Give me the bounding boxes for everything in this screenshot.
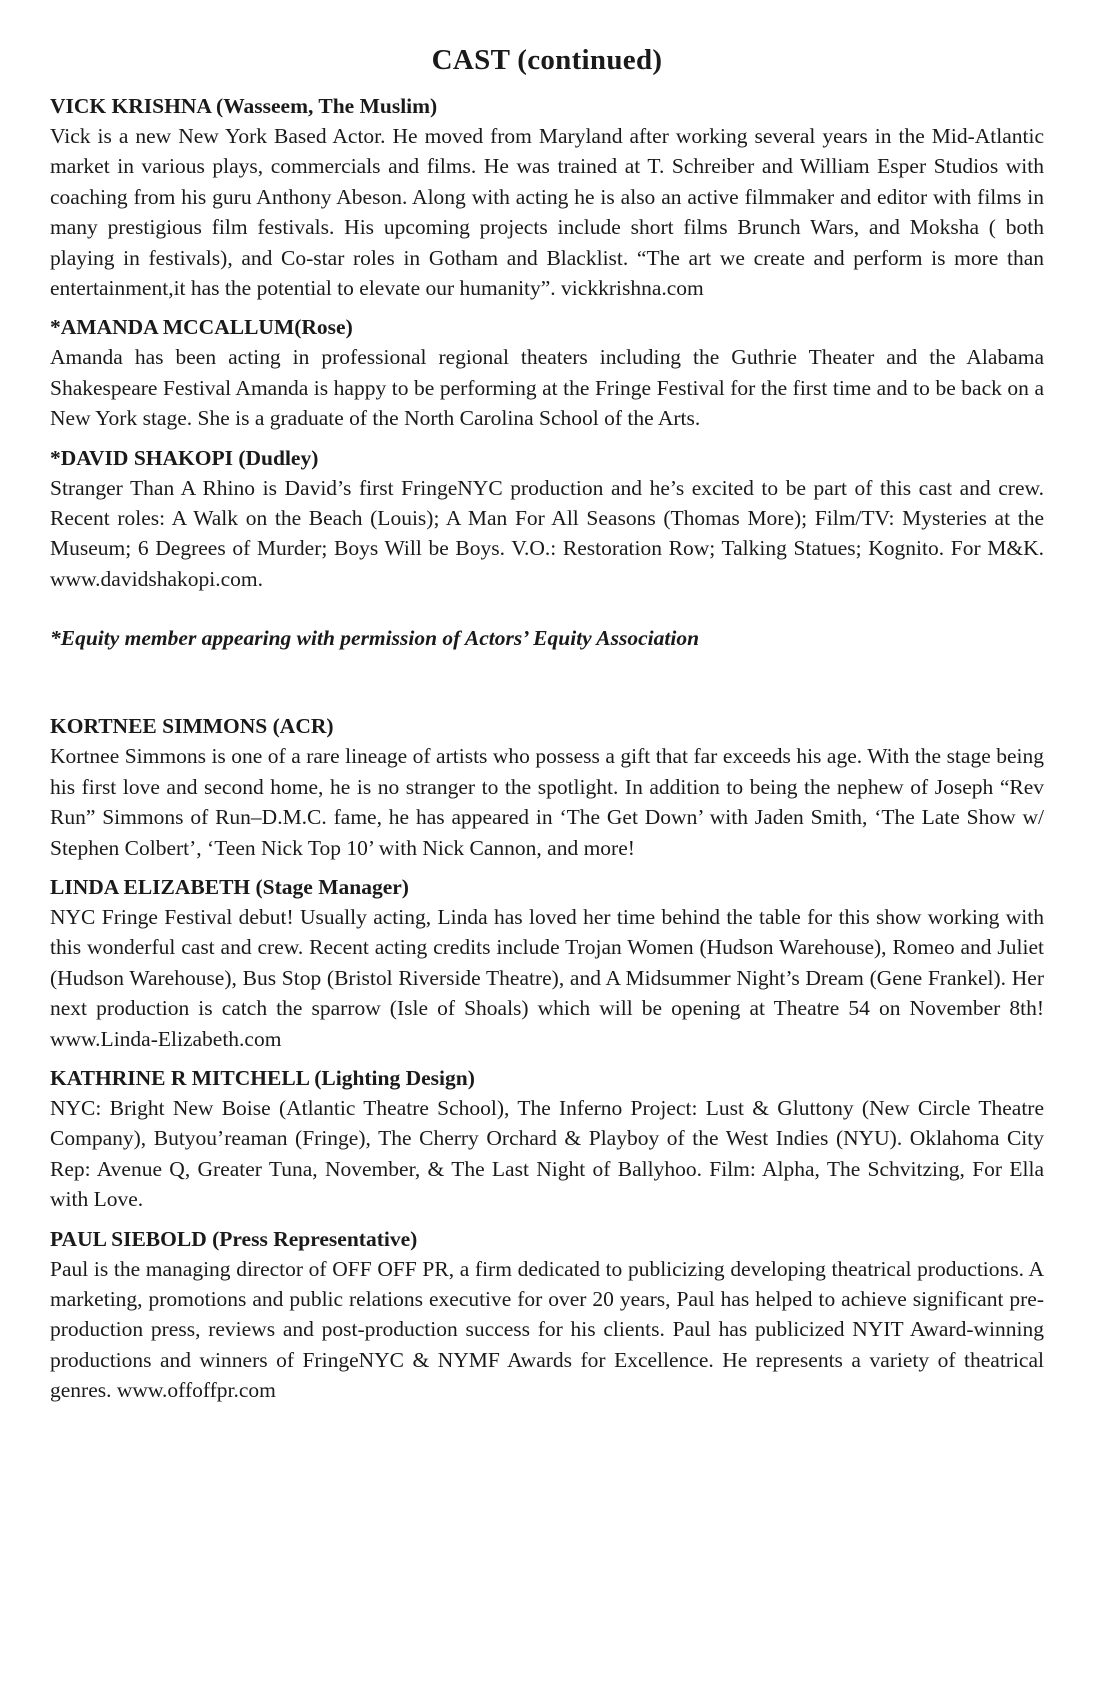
bio-heading: VICK KRISHNA (Wasseem, The Muslim) bbox=[50, 94, 438, 118]
bio-heading: PAUL SIEBOLD (Press Representative) bbox=[50, 1226, 418, 1251]
equity-note: *Equity member appearing with permission of Actors’ Equity Association bbox=[50, 626, 700, 651]
bio-david-shakopi bbox=[50, 443, 1044, 595]
bio-amanda-mccallum bbox=[50, 312, 1044, 433]
bio-heading: *DAVID SHAKOPI (Dudley) bbox=[50, 445, 319, 470]
bio-text: NYC: Bright New Boise (Atlantic Theatre School), The Inferno Project: Lust & Gluttony (New Circle Theatre Company), Butyou’reaman (Fringe), The Cherry Orchard & Playboy of the West Indies (NYU). Oklahoma City Rep: Avenue Q, Greater Tuna, November, & The Last Night of Ballyhoo. Film: Alpha, The Schvitzing, For Ella with Love. bbox=[50, 1095, 1044, 1212]
bio-text: Stranger Than A Rhino is David’s first FringeNYC production and he’s excited to be part of this cast and crew. Recent roles: A Walk on the Beach (Louis); A Man For All Seasons (Thomas More); Film/TV: Mysteries at the Museum; 6 Degrees of Murder; Boys Will be Boys. V.O.: Restoration Row; Talking Statues; Kognito. For M&K. www.davidshakopi.com. bbox=[50, 475, 1044, 591]
bio-paul-siebold bbox=[50, 1224, 1044, 1406]
bio-linda-elizabeth bbox=[50, 872, 1044, 1054]
bio-kathrine-mitchell bbox=[50, 1063, 1044, 1215]
bio-heading: KATHRINE R MITCHELL (Lighting Design) bbox=[50, 1065, 475, 1090]
bio-kortnee-simmons bbox=[50, 711, 1044, 863]
bio-text: NYC Fringe Festival debut! Usually acting, Linda has loved her time behind the table for this show working with this wonderful cast and crew. Recent acting credits include Trojan Women (Hudson Warehouse), Romeo and Juliet (Hudson Warehouse), Bus Stop (Bristol Riverside Theatre), and A Midsummer Night’s Dream (Gene Frankel). Her next production is catch the sparrow (Isle of Shoals) which will be opening at Theatre 54 on November 8th! www.Linda-Elizabeth.com bbox=[50, 904, 1044, 1051]
bio-heading: LINDA ELIZABETH (Stage Manager) bbox=[50, 874, 409, 899]
bio-heading: *AMANDA MCCALLUM(Rose) bbox=[50, 315, 353, 340]
bio-vick-krishna bbox=[50, 91, 1044, 303]
page-title: CAST (continued) bbox=[431, 44, 663, 76]
bio-heading: KORTNEE SIMMONS (ACR) bbox=[50, 714, 334, 739]
bio-text: Kortnee Simmons is one of a rare lineage of artists who possess a gift that far exceeds his age. With the stage being his first love and second home, he is no stranger to the spotlight. In addition to being the nephew of Joseph “Rev Run” Simmons of Run–D.M.C. fame, he has appeared in ‘The Get Down’ with Jaden Smith, ‘The Late Show w/ Stephen Colbert’, ‘Teen Nick Top 10’ with Nick Cannon, and more! bbox=[50, 744, 1044, 860]
bio-text: Paul is the managing director of OFF OFF PR, a firm dedicated to publicizing developing theatrical productions. A marketing, promotions and public relations executive for over 20 years, Paul has helped to achieve significant pre-production press, reviews and post-production success for his clients. Paul has publicized NYIT Award-winning productions and winners of FringeNYC & NYMF Awards for Excellence. He represents a variety of theatrical genres. www.offoffpr.com bbox=[50, 1256, 1044, 1403]
bio-text: Amanda has been acting in professional regional theaters including the Guthrie Theater and the Alabama Shakespeare Festival Amanda is happy to be performing at the Fringe Festival for the first time and to be back on a New York stage. She is a graduate of the North Carolina School of the Arts. bbox=[50, 345, 1044, 431]
bio-text: Vick is a new New York Based Actor. He moved from Maryland after working several years in the Mid-Atlantic market in various plays, commercials and films. He was trained at T. Schreiber and William Esper Studios with coaching from his guru Anthony Abeson. Along with acting he is also an active filmmaker and editor with films in many prestigious film festivals. His upcoming projects include short films Brunch Wars, and Moksha ( both playing in festivals), and Co-star roles in Gotham and Blacklist. “The art we create and perform is more than entertainment,it has the potential to elevate our humanity”. vickkrishna.com bbox=[50, 124, 1044, 301]
